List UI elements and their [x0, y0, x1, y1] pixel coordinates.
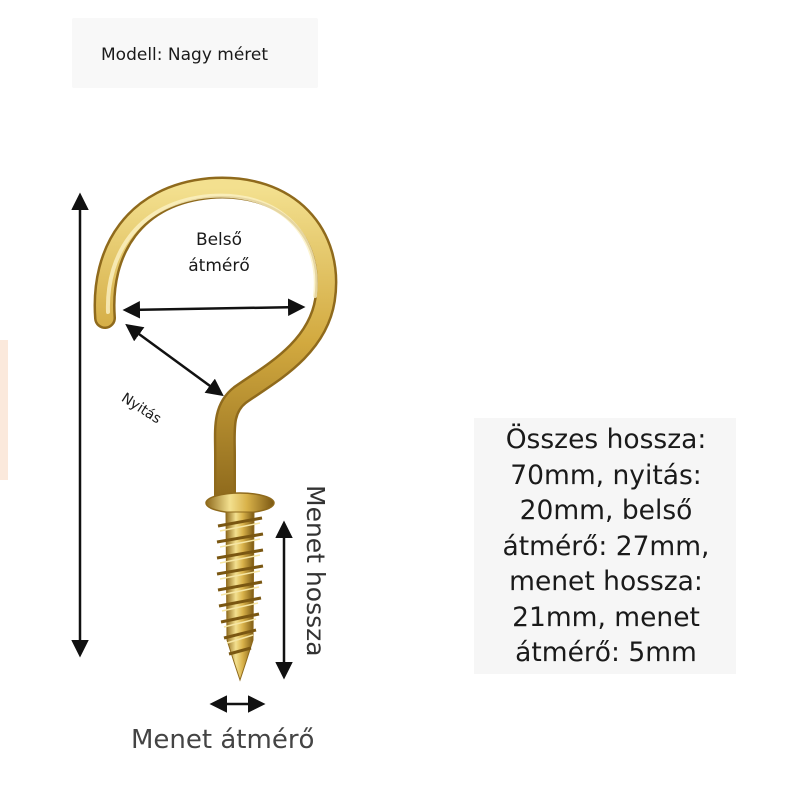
thread-diameter-label: Menet átmérő	[131, 725, 315, 755]
opening-arrow	[128, 326, 221, 394]
inner-diameter-label-line2: átmérő	[188, 256, 250, 276]
spec-panel	[474, 422, 738, 671]
spec-line-total-length: Összes hossza:	[505, 424, 707, 455]
opening-label: Nyitás	[118, 390, 164, 428]
spec-line-opening: 70mm, nyitás:	[510, 459, 702, 491]
spec-line-thread-length: menet hossza:	[509, 566, 703, 597]
inner-diameter-label	[176, 227, 262, 279]
spec-line-thread: 21mm, menet	[512, 601, 700, 633]
inner-diameter-label-line1: Belső	[195, 230, 243, 250]
spec-line-inner-diameter: átmérő: 27mm,	[502, 530, 710, 562]
model-label: Modell: Nagy méret	[101, 45, 269, 65]
spec-line-inner: 20mm, belső	[519, 495, 693, 526]
spec-line-thread-diameter: átmérő: 5mm	[515, 637, 697, 668]
thread-length-label: Menet hossza	[301, 485, 330, 657]
thread-ridges	[217, 518, 263, 654]
inner-diameter-arrow	[126, 307, 302, 310]
